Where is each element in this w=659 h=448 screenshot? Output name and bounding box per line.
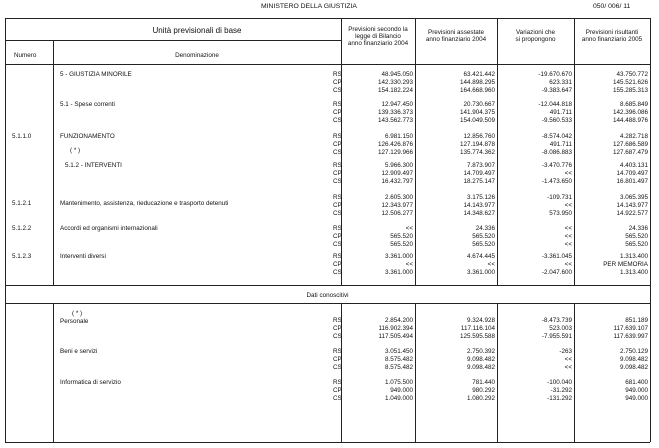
section-bottom-border [5, 303, 650, 304]
row-value-cp-col3: 523.003 [549, 325, 572, 332]
row-code-cp: CP [333, 170, 342, 177]
col3-divider-lower [497, 303, 498, 442]
row-value-cp-col2: << [487, 261, 495, 268]
header-bottom-border [5, 64, 650, 65]
row-denominazione: Mantenimento, assistenza, rieducazione e trasporto detenuti [60, 200, 229, 207]
row-value-rs-col1: 3.051.450 [384, 348, 413, 355]
row-value-cp-col3: -31.292 [550, 387, 572, 394]
row-value-cs-col4: 565.520 [625, 241, 648, 248]
row-value-cs-col2: 565.520 [472, 241, 495, 248]
row-value-cp-col1: 949.000 [390, 387, 413, 394]
row-code-cs: CS [333, 241, 342, 248]
row-value-cs-col4: 14.922.577 [616, 210, 648, 217]
row-value-cs-col1: 3.361.000 [384, 269, 413, 276]
row-value-cs-col2: 18.275.147 [463, 178, 495, 185]
row-value-rs-col3: -263 [559, 348, 572, 355]
row-value-rs-col1: 1.075.500 [384, 379, 413, 386]
row-value-rs-col4: 24.336 [628, 225, 648, 232]
section-top-border [5, 285, 650, 286]
row-value-cp-col2: 980.292 [472, 387, 495, 394]
row-value-rs-col2: 9.324.928 [466, 317, 495, 324]
row-value-rs-col2: 3.175.126 [466, 194, 495, 201]
numero-header: Numero [14, 52, 37, 59]
row-value-cp-col4: 949.000 [625, 387, 648, 394]
row-value-cs-col1: 1.049.000 [384, 395, 413, 402]
row-code-cs: CS [333, 395, 342, 402]
row-value-cs-col3: -9.383.647 [541, 87, 572, 94]
row-value-cp-col1: 12.343.977 [381, 202, 413, 209]
row-value-rs-col3: -3.470.776 [541, 162, 572, 169]
row-value-cp-col2: 127.194.878 [459, 141, 495, 148]
row-value-cp-col3: 623.331 [549, 79, 572, 86]
row-value-cs-col3: -8.086.883 [541, 149, 572, 156]
row-value-rs-col1: 12.947.450 [381, 101, 413, 108]
row-value-cs-col3: -2.047.600 [541, 269, 572, 276]
row-denominazione: ( * ) [72, 310, 83, 317]
row-value-rs-col4: 8.685.849 [619, 101, 648, 108]
row-number: 5.1.1.0 [12, 133, 32, 140]
row-code-rs: RS [333, 348, 342, 355]
row-code-cp: CP [333, 325, 342, 332]
row-value-cs-col3: 573.950 [549, 210, 572, 217]
row-value-cp-col1: 8.575.482 [384, 356, 413, 363]
row-value-cs-col3: -1.473.650 [541, 178, 572, 185]
row-value-cs-col4: 155.285.313 [612, 87, 648, 94]
row-value-rs-col3: -8.574.042 [541, 133, 572, 140]
row-code-cs: CS [333, 117, 342, 124]
row-code-rs: RS [333, 133, 342, 140]
row-code-cs: CS [333, 210, 342, 217]
row-code-cp: CP [333, 387, 342, 394]
row-value-cp-col4: 145.521.626 [612, 79, 648, 86]
row-code-cs: CS [333, 269, 342, 276]
row-value-rs-col4: 3.065.395 [619, 194, 648, 201]
row-value-cp-col1: 565.520 [390, 233, 413, 240]
row-value-rs-col3: -100.040 [547, 379, 572, 386]
row-code-cp: CP [333, 79, 342, 86]
row-code-rs: RS [333, 194, 342, 201]
row-value-cp-col3: << [564, 233, 572, 240]
col3-header-line2: si propongono [515, 36, 556, 43]
row-value-rs-col1: << [405, 225, 413, 232]
col1-header-line1: Previsioni secondo la [348, 26, 408, 33]
row-value-cs-col2: 9.098.482 [466, 364, 495, 371]
row-value-cp-col2: 14.143.977 [463, 202, 495, 209]
row-denominazione: 5 - GIUSTIZIA MINORILE [60, 71, 132, 78]
row-value-cs-col2: 164.668.960 [459, 87, 495, 94]
unita-subrule [5, 40, 341, 41]
row-code-rs: RS [333, 162, 342, 169]
row-code-rs: RS [333, 379, 342, 386]
row-value-cp-col4: 117.639.107 [613, 325, 648, 332]
row-value-cp-col4: 127.686.589 [612, 141, 648, 148]
col2-header-line2: anno finanziario 2004 [425, 36, 487, 43]
row-value-rs-col2: 63.421.442 [463, 71, 495, 78]
row-value-rs-col2: 781.440 [472, 379, 495, 386]
row-denominazione: FUNZIONAMENTO [60, 133, 115, 140]
row-value-cp-col2: 141.904.375 [459, 109, 495, 116]
row-value-cs-col4: 117.639.997 [613, 333, 648, 340]
row-value-rs-col1: 5.966.300 [384, 162, 413, 169]
row-value-rs-col1: 2.854.200 [384, 317, 413, 324]
row-value-cp-col3: 491.711 [549, 109, 572, 116]
row-denominazione: ( * ) [70, 147, 81, 154]
row-value-cs-col1: 565.520 [390, 241, 413, 248]
row-code-rs: RS [333, 71, 342, 78]
row-value-cp-col2: 117.116.104 [460, 325, 495, 332]
row-denominazione: Accordi ed organismi internazionali [60, 225, 158, 232]
col1-header-line2: legge di Bilancio [355, 33, 401, 40]
row-value-cp-col1: << [405, 261, 413, 268]
row-value-rs-col1: 48.945.050 [381, 71, 413, 78]
row-value-cp-col1: 126.426.876 [377, 141, 413, 148]
row-code-cs: CS [333, 149, 342, 156]
row-value-cp-col4: 14.143.977 [616, 202, 648, 209]
row-number: 5.1.2.3 [12, 253, 32, 260]
row-value-cp-col1: 116.902.394 [378, 325, 413, 332]
row-value-cs-col3: << [564, 241, 572, 248]
row-value-cs-col3: -131.292 [547, 395, 572, 402]
row-denominazione: Informatica di servizio [60, 379, 121, 386]
row-value-cs-col2: 3.361.000 [466, 269, 495, 276]
row-code-rs: RS [333, 225, 342, 232]
ministry-title: MINISTERO DELLA GIUSTIZIA [261, 3, 357, 10]
row-value-rs-col3: -3.361.045 [541, 253, 572, 260]
row-value-cs-col3: -7.955.591 [541, 333, 572, 340]
row-code-cs: CS [333, 364, 342, 371]
col3-header-line1: Variazioni che [515, 29, 556, 36]
row-value-cp-col2: 14.709.497 [463, 170, 495, 177]
row-value-cp-col3: << [564, 261, 572, 268]
row-denominazione: 5.1.2 - INTERVENTI [65, 162, 122, 169]
row-value-cp-col1: 12.909.497 [381, 170, 413, 177]
row-value-cp-col2: 9.098.482 [466, 356, 495, 363]
row-value-rs-col1: 2.605.300 [384, 194, 413, 201]
row-value-rs-col2: 20.730.667 [463, 101, 495, 108]
col4-header-line2: anno finanziario 2005 [581, 36, 643, 43]
row-denominazione: Interventi diversi [60, 253, 106, 260]
row-value-cs-col4: 9.098.482 [619, 364, 648, 371]
row-value-rs-col2: 24.336 [475, 225, 495, 232]
row-value-cs-col4: 1.313.400 [619, 269, 648, 276]
row-value-rs-col1: 3.361.000 [384, 253, 413, 260]
row-value-cs-col1: 127.129.966 [377, 149, 413, 156]
row-value-cp-col1: 142.330.293 [377, 79, 413, 86]
row-value-cp-col3: << [564, 202, 572, 209]
denominazione-header: Denominazione [175, 52, 219, 59]
row-value-cp-col3: << [564, 170, 572, 177]
row-code-cs: CS [333, 333, 342, 340]
row-value-cp-col4: 9.098.482 [619, 356, 648, 363]
row-number: 5.1.2.2 [12, 225, 32, 232]
row-value-cp-col1: 139.336.373 [377, 109, 413, 116]
row-value-rs-col2: 7.873.907 [466, 162, 495, 169]
row-value-rs-col2: 12.856.760 [463, 133, 495, 140]
row-value-cs-col1: 16.432.797 [381, 178, 413, 185]
row-value-rs-col2: 4.674.445 [466, 253, 495, 260]
row-value-cs-col1: 8.575.482 [384, 364, 413, 371]
row-value-cs-col1: 154.182.224 [377, 87, 413, 94]
row-value-rs-col4: 2.750.129 [619, 348, 648, 355]
col3-divider [497, 18, 498, 285]
row-value-cs-col1: 12.506.277 [381, 210, 413, 217]
row-value-cs-col2: 154.049.509 [459, 117, 495, 124]
row-code-cp: CP [333, 356, 342, 363]
row-value-cs-col4: 949.000 [625, 395, 648, 402]
section-title: Dati conoscitivi [306, 292, 349, 299]
row-code-cp: CP [333, 109, 342, 116]
col2-divider-lower [415, 303, 416, 442]
row-value-cp-col4: 565.520 [625, 233, 648, 240]
frame-right [650, 18, 651, 442]
frame-left [5, 18, 6, 442]
row-value-cs-col2: 125.595.588 [459, 333, 495, 340]
col4-header-line1: Previsioni risultanti [585, 29, 639, 36]
col4-divider [574, 18, 575, 285]
row-code-rs: RS [333, 317, 342, 324]
row-value-cp-col2: 144.898.295 [459, 79, 495, 86]
row-value-rs-col4: 4.403.131 [619, 162, 648, 169]
row-value-rs-col3: -19.670.670 [538, 71, 572, 78]
col2-divider [415, 18, 416, 285]
row-value-cp-col4: 14.709.497 [616, 170, 648, 177]
row-code-rs: RS [333, 101, 342, 108]
numero-divider-lower [53, 303, 54, 442]
numero-divider [53, 40, 54, 285]
row-value-rs-col3: << [564, 225, 572, 232]
row-denominazione: Beni e servizi [60, 348, 98, 355]
row-value-cs-col1: 143.562.773 [377, 117, 413, 124]
row-value-cs-col4: 127.687.479 [612, 149, 648, 156]
col2-header-line1: Previsioni assestate [428, 29, 484, 36]
row-code-cp: CP [333, 141, 342, 148]
col4-divider-lower [574, 303, 575, 442]
page-code: 050/ 006/ 11 [593, 3, 631, 10]
row-value-cp-col2: 565.520 [472, 233, 495, 240]
row-value-cs-col4: 16.801.497 [616, 178, 648, 185]
row-code-cp: CP [333, 233, 342, 240]
row-value-rs-col4: 681.400 [625, 379, 648, 386]
row-value-cs-col1: 117.505.494 [378, 333, 413, 340]
row-value-rs-col3: -8.473.739 [541, 317, 572, 324]
row-value-cs-col4: 144.488.976 [612, 117, 648, 124]
row-value-cs-col3: -9.560.533 [541, 117, 572, 124]
row-value-cp-col3: << [564, 356, 572, 363]
row-code-cs: CS [333, 178, 342, 185]
row-code-cp: CP [333, 261, 342, 268]
row-value-rs-col4: 1.313.400 [619, 253, 648, 260]
row-code-cs: CS [333, 87, 342, 94]
col1-header-line3: anno finanziario 2004 [347, 40, 409, 47]
row-value-cp-col4: PER MEMORIA [603, 261, 648, 268]
row-value-rs-col1: 6.981.150 [384, 133, 413, 140]
row-value-cp-col3: 491.711 [549, 141, 572, 148]
row-value-rs-col2: 2.750.392 [466, 348, 495, 355]
row-value-cs-col2: 135.774.362 [459, 149, 495, 156]
table-bottom-border [5, 442, 650, 443]
row-value-cs-col2: 14.348.627 [463, 210, 495, 217]
row-denominazione: Personale [60, 318, 89, 325]
row-number: 5.1.2.1 [12, 200, 32, 207]
unita-header: Unità previsionali di base [152, 26, 242, 35]
row-value-cp-col4: 142.396.086 [612, 109, 648, 116]
row-code-rs: RS [333, 253, 342, 260]
row-value-rs-col3: -12.044.818 [538, 101, 572, 108]
row-code-cp: CP [333, 202, 342, 209]
row-value-rs-col4: 4.282.718 [619, 133, 648, 140]
row-value-rs-col4: 43.750.772 [616, 71, 648, 78]
row-value-cs-col2: 1.080.292 [466, 395, 495, 402]
table-top-border [5, 18, 650, 19]
row-denominazione: 5.1 - Spese correnti [60, 101, 115, 108]
row-value-rs-col4: 851.189 [625, 317, 648, 324]
row-value-cs-col3: << [564, 364, 572, 371]
row-value-rs-col3: -109.731 [547, 194, 572, 201]
